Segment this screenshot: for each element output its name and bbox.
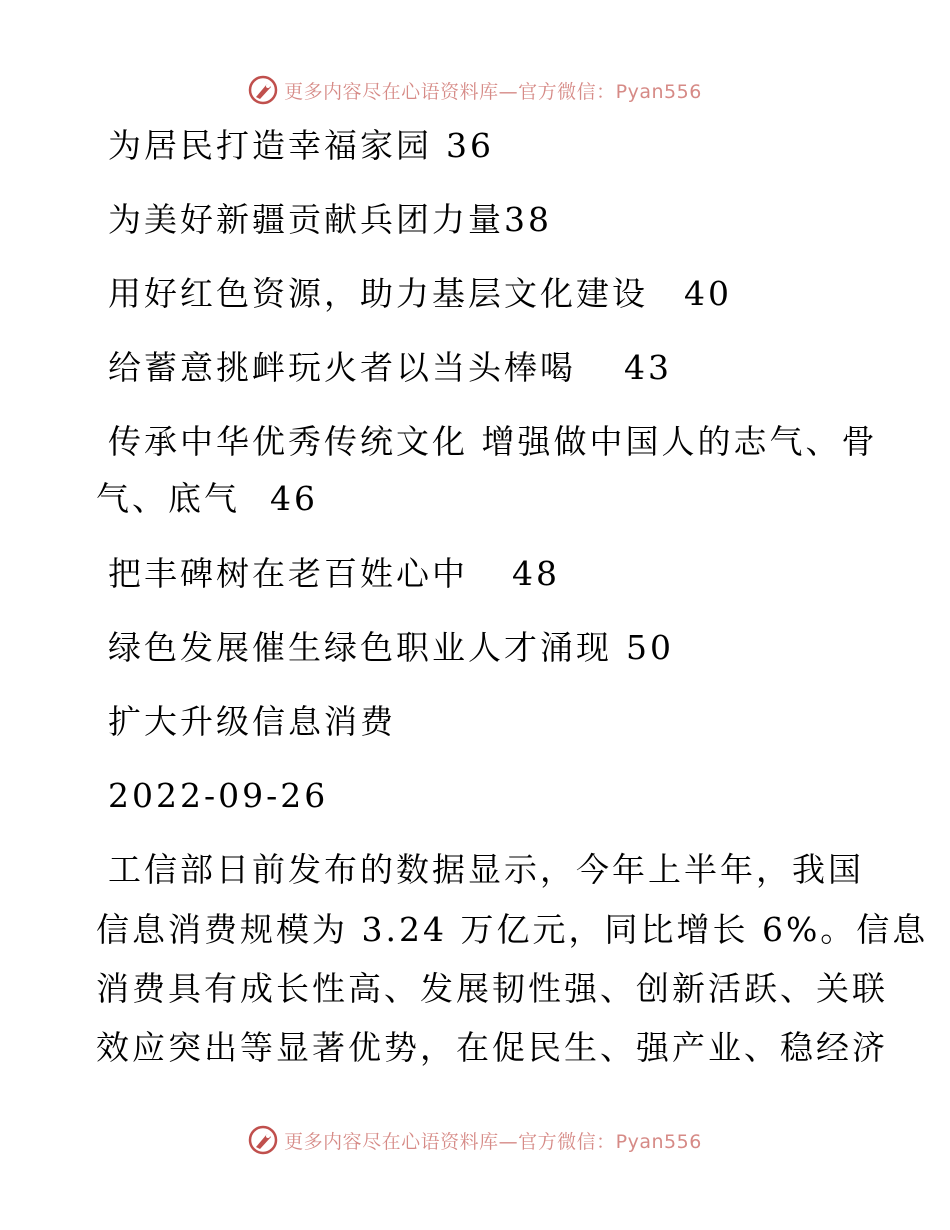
pen-nib-logo-icon [248,1125,278,1155]
toc-entry-title: 绿色发展催生绿色职业人才涌现 [108,628,612,667]
toc-entry [108,274,732,314]
article-paragraph-line: 信息消费规模为 3.24 万亿元，同比增长 6%。信息 [96,910,929,949]
toc-entry-title: 为居民打造幸福家园 [108,126,432,165]
article-paragraph-line: 消费具有成长性高、发展韧性强、创新活跃、关联 [96,969,888,1008]
toc-entry-title: 为美好新疆贡献兵团力量 [108,200,504,239]
toc-entry-page: 48 [512,554,560,593]
toc-entry [108,554,560,594]
article-paragraph-line: 效应突出等显著优势，在促民生、强产业、稳经济 [96,1028,888,1067]
toc-entry [108,200,552,240]
watermark-text: 更多内容尽在心语资料库—官方微信：Pyan556 [284,1130,702,1153]
toc-entry-line1 [108,422,878,462]
toc-entry [108,628,674,668]
article-title: 扩大升级信息消费 [108,702,396,741]
toc-entry-title: 把丰碑树在老百姓心中 [108,554,468,593]
toc-entry-page: 38 [504,200,552,239]
toc-entry [108,126,494,166]
toc-entry-title-cont: 气、底气 [96,479,240,518]
watermark-text: 更多内容尽在心语资料库—官方微信：Pyan556 [284,80,702,103]
toc-entry-title: 传承中华优秀传统文化 增强做中国人的志气、骨 [108,422,878,461]
toc-entry-page: 40 [684,274,732,313]
article-paragraph-line: 工信部日前发布的数据显示，今年上半年，我国 [108,850,864,889]
footer-watermark [0,1120,950,1160]
pen-nib-logo-icon [248,75,278,105]
toc-entry-page: 36 [446,126,494,165]
toc-entry-page: 43 [624,348,672,387]
toc-entry-page: 50 [626,628,674,667]
article-date: 2022-09-26 [108,776,329,815]
toc-entry-title: 用好红色资源，助力基层文化建设 [108,274,648,313]
header-watermark [0,70,950,110]
toc-entry [108,348,672,388]
toc-entry-line2 [96,479,318,519]
toc-entry-page: 46 [270,479,318,518]
toc-entry-title: 给蓄意挑衅玩火者以当头棒喝 [108,348,576,387]
